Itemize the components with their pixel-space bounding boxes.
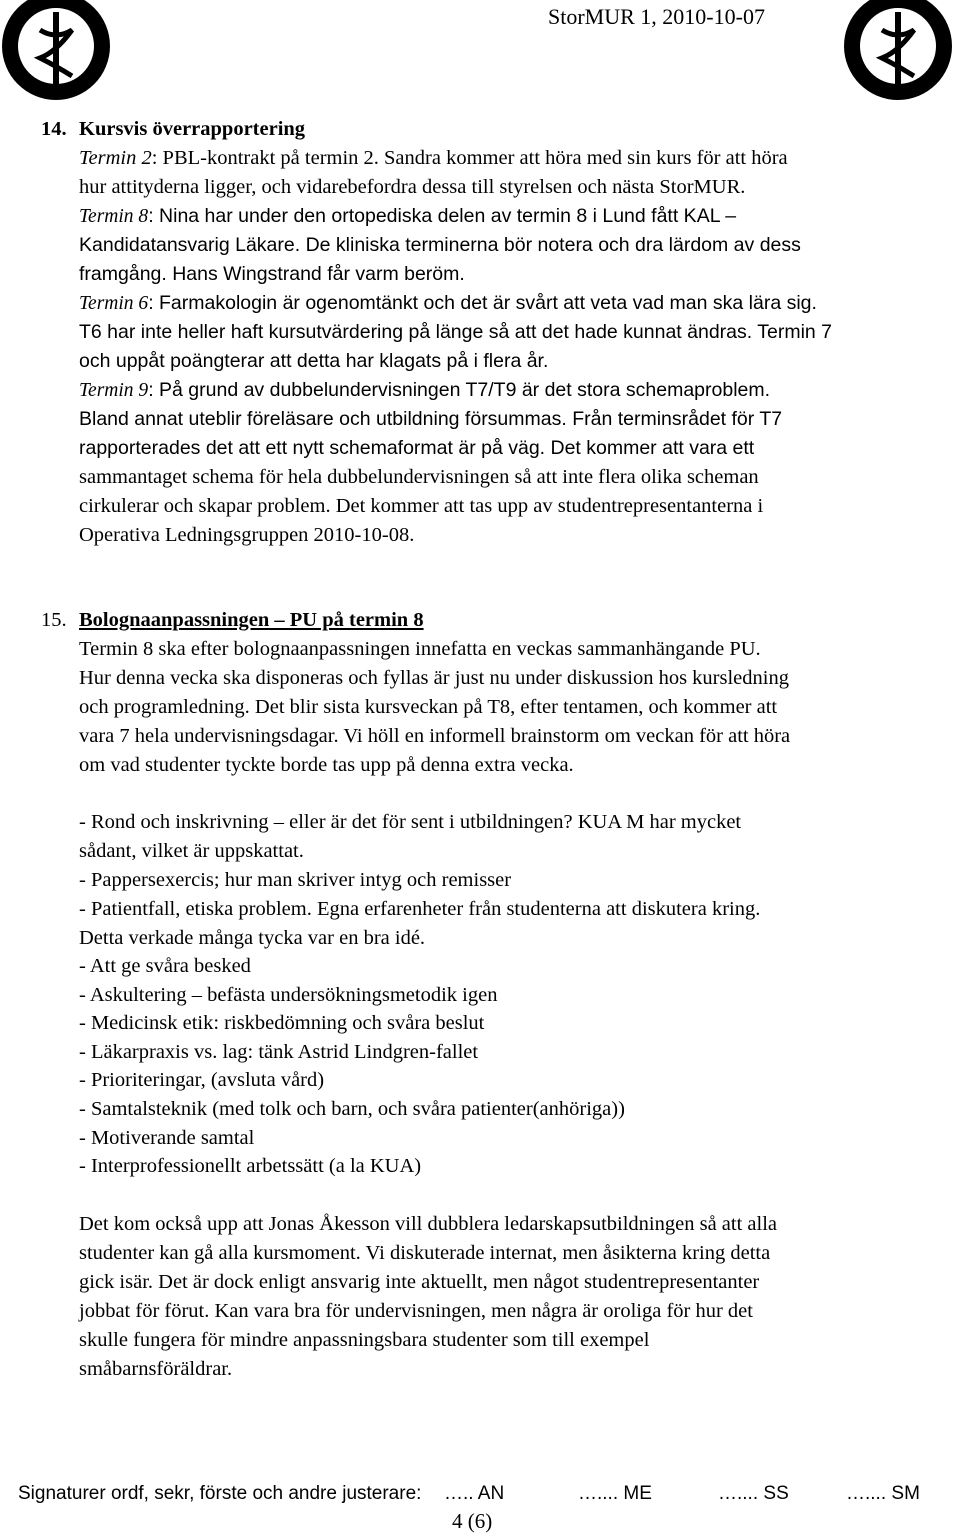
termin-8-line-3: framgång. Hans Wingstrand får varm beröm. — [79, 263, 465, 285]
signature-ss: ….... SS — [718, 1483, 789, 1504]
section-15-p1-line: och programledning. Det blir sista kursveckan på T8, efter tentamen, och kommer att — [79, 696, 778, 718]
section-15-p2-line: Det kom också upp att Jonas Åkesson vill dubblera ledarskapsutbildningen så att alla — [79, 1213, 777, 1235]
termin-6-label: Termin 6 — [79, 293, 149, 314]
page-header-title: StorMUR 1, 2010-10-07 — [548, 4, 765, 29]
list-item: - Pappersexercis; hur man skriver intyg och remisser — [79, 869, 512, 891]
section-14-number: 14. — [41, 118, 67, 140]
list-item: - Interprofessionellt arbetssätt (a la KUA) — [79, 1155, 422, 1177]
list-item: - Att ge svåra besked — [79, 955, 251, 977]
termin-9-line-2: Bland annat uteblir föreläsare och utbildning försummas. Från terminsrådet för T7 — [79, 408, 783, 430]
list-item: - Läkarpraxis vs. lag: tänk Astrid Lindgren-fallet — [79, 1041, 479, 1063]
section-15-p2-line: småbarnsföräldrar. — [79, 1358, 233, 1380]
signature-sm: ….... SM — [846, 1483, 920, 1504]
section-15-number: 15. — [41, 609, 67, 631]
termin-9-line-6: Operativa Ledningsgruppen 2010-10-08. — [79, 524, 415, 546]
signature-an: ….. AN — [444, 1483, 505, 1504]
termin-6-line-3: och uppåt poängterar att detta har klagats på i flera år. — [79, 350, 549, 372]
section-15-p2-line: skulle fungera för mindre anpassningsbara studenter som till exempel — [79, 1329, 650, 1351]
list-item: - Askultering – befästa undersökningsmetodik igen — [79, 984, 498, 1006]
page-number: 4 (6) — [452, 1509, 493, 1533]
list-item: - Rond och inskrivning – eller är det för sent i utbildningen? KUA M har mycket — [79, 811, 742, 833]
list-item: - Medicinsk etik: riskbedömning och svåra beslut — [79, 1012, 485, 1034]
termin-9-line-1: Termin 9: På grund av dubbelundervisningen T7/T9 är det stora schemaproblem. — [79, 379, 771, 401]
section-15-p2-line: gick isär. Det är dock enligt ansvarig inte aktuellt, men något studentrepresentanter — [79, 1271, 760, 1293]
termin-8-label: Termin 8 — [79, 206, 149, 227]
section-14-title: Kursvis överrapportering — [79, 118, 306, 140]
termin-6-line-1: Termin 6: Farmakologin är ogenomtänkt och det är svårt att veta vad man ska lära sig. — [79, 292, 817, 314]
list-item: - Patientfall, etiska problem. Egna erfarenheter från studenterna att diskutera kring. — [79, 898, 761, 920]
list-item: - Motiverande samtal — [79, 1127, 255, 1149]
termin-2-line-2: hur attityderna ligger, och vidarebefordra dessa till styrelsen och nästa StorMUR. — [79, 176, 746, 198]
termin-8-line-1: Termin 8: Nina har under den ortopediska delen av termin 8 i Lund fått KAL – — [79, 205, 737, 227]
section-15-p1-line: Termin 8 ska efter bolognaanpassningen innefatta en veckas sammanhängande PU. — [79, 638, 761, 660]
signature-label: Signaturer ordf, sekr, förste och andre justerare: — [18, 1483, 422, 1504]
termin-9-line-4: sammantaget schema för hela dubbelundervisningen så att inte flera olika scheman — [79, 466, 759, 488]
seal-logo-right — [842, 0, 955, 104]
section-15-title: Bolognaanpassningen – PU på termin 8 — [79, 609, 424, 631]
termin-8-line-2: Kandidatansvarig Läkare. De kliniska terminerna bör notera och dra lärdom av dess — [79, 234, 801, 256]
section-15-p2-line: studenter kan gå alla kursmoment. Vi diskuterade internat, men åsikterna kring detta — [79, 1242, 771, 1264]
termin-9-line-3: rapporterades det att ett nytt schemaformat är på väg. Det kommer att vara ett — [79, 437, 755, 459]
section-15-p1-line: om vad studenter tyckte borde tas upp på denna extra vecka. — [79, 754, 574, 776]
list-item: - Samtalsteknik (med tolk och barn, och svåra patienter(anhöriga)) — [79, 1098, 625, 1120]
list-item: Detta verkade många tycka var en bra idé. — [79, 927, 426, 949]
termin-9-label: Termin 9 — [79, 380, 149, 401]
termin-9-line-5: cirkulerar och skapar problem. Det kommer att tas upp av studentrepresentanterna i — [79, 495, 764, 517]
signature-me: ….... ME — [578, 1483, 652, 1504]
section-15-p1-line: Hur denna vecka ska disponeras och fyllas är just nu under diskussion hos kursledning — [79, 667, 789, 689]
section-15-p2-line: jobbat för förut. Kan vara bra för undervisningen, men några är oroliga för hur det — [79, 1300, 753, 1322]
section-15-p1-line: vara 7 hela undervisningsdagar. Vi höll en informell brainstorm om veckan för att höra — [79, 725, 791, 747]
termin-2-label: Termin 2 — [79, 147, 152, 169]
seal-logo-left — [0, 0, 113, 104]
termin-6-line-2: T6 har inte heller haft kursutvärdering på länge så att det hade kunnat ändras. Termin 7 — [79, 321, 833, 343]
list-item: sådant, vilket är uppskattat. — [79, 840, 304, 862]
list-item: - Prioriteringar, (avsluta vård) — [79, 1069, 325, 1091]
termin-2-line-1: Termin 2: PBL-kontrakt på termin 2. Sandra kommer att höra med sin kurs för att höra — [79, 147, 788, 169]
